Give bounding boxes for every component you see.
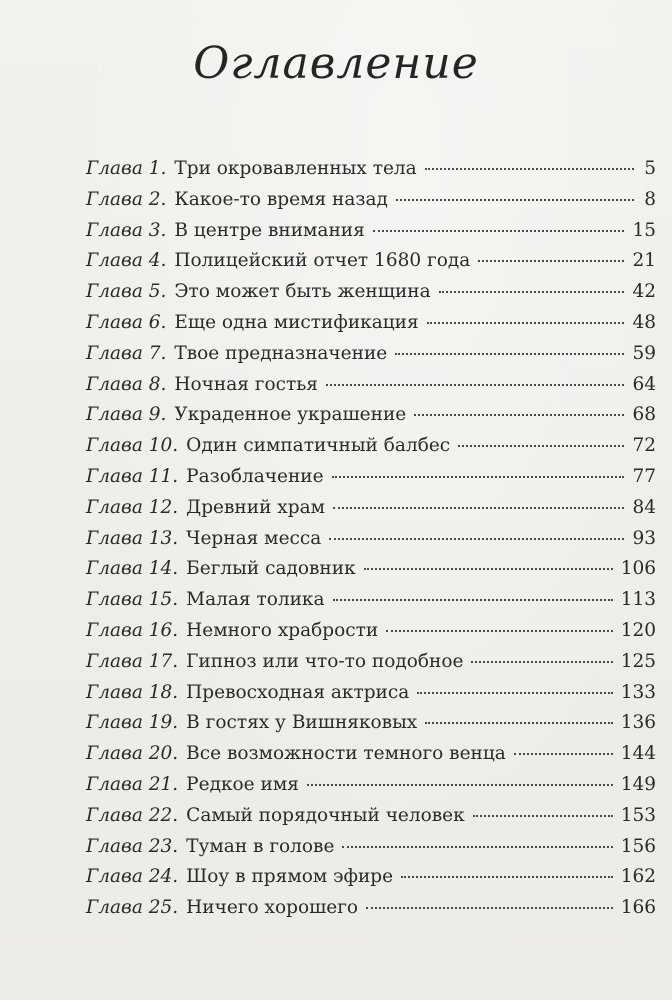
dot-leader — [366, 907, 613, 909]
toc-entry — [86, 528, 656, 559]
toc-entry — [86, 220, 656, 251]
dot-leader — [332, 476, 625, 478]
chapter-number: Глава 23. — [86, 835, 179, 857]
dot-leader — [478, 260, 624, 262]
toc-entry — [86, 374, 656, 405]
chapter-number: Глава 21. — [86, 773, 179, 795]
page-number: 15 — [632, 219, 656, 241]
page-number: 106 — [620, 558, 656, 580]
chapter-title: Туман в голове — [186, 835, 335, 857]
page-number: 113 — [620, 589, 656, 611]
chapter-number: Глава 25. — [86, 897, 179, 919]
dot-leader — [395, 353, 624, 355]
dot-leader — [396, 199, 634, 201]
page-number: 59 — [632, 342, 656, 364]
toc-entry — [86, 774, 656, 805]
toc-entry — [86, 712, 656, 743]
toc-entry — [86, 620, 656, 651]
chapter-number: Глава 10. — [86, 435, 179, 457]
page-number: 72 — [632, 435, 656, 457]
chapter-title: Малая толика — [186, 589, 325, 611]
toc-entry — [86, 404, 656, 435]
dot-leader — [342, 846, 612, 848]
page-number: 120 — [620, 619, 656, 641]
dot-leader — [458, 445, 624, 447]
chapter-number: Глава 11. — [86, 465, 179, 487]
dot-leader — [473, 815, 613, 817]
chapter-number: Глава 14. — [86, 558, 179, 580]
dot-leader — [326, 384, 624, 386]
chapter-title: Все возможности темного венца — [186, 743, 506, 765]
toc-entry — [86, 312, 656, 343]
dot-leader — [364, 568, 613, 570]
chapter-title: Редкое имя — [186, 773, 299, 795]
page-number: 166 — [620, 897, 656, 919]
toc-entry — [86, 836, 656, 867]
dot-leader — [417, 692, 612, 694]
chapter-title: Ночная гостья — [174, 373, 318, 395]
toc-entry — [86, 897, 656, 928]
page-number: 5 — [644, 158, 656, 179]
page-number: 125 — [620, 650, 656, 672]
dot-leader — [425, 722, 612, 724]
chapter-number: Глава 6. — [86, 311, 167, 333]
chapter-title: Ничего хорошего — [186, 897, 359, 919]
toc-entry — [86, 435, 656, 466]
page-number: 42 — [632, 281, 656, 303]
chapter-number: Глава 7. — [86, 342, 167, 364]
page-number: 156 — [620, 835, 656, 857]
chapter-title: Гипноз или что-то подобное — [186, 650, 464, 672]
chapter-title: Какое-то время назад — [174, 188, 388, 210]
dot-leader — [329, 538, 624, 540]
chapter-number: Глава 12. — [86, 496, 179, 518]
toc-entry — [86, 189, 656, 220]
toc-entry — [86, 558, 656, 589]
chapter-number: Глава 16. — [86, 619, 179, 641]
page-number: 84 — [632, 496, 656, 518]
chapter-number: Глава 8. — [86, 373, 167, 395]
chapter-number: Глава 9. — [86, 404, 167, 426]
page-number: 144 — [620, 743, 656, 765]
chapter-number: Глава 22. — [86, 804, 179, 826]
page-number: 64 — [632, 373, 656, 395]
dot-leader — [373, 230, 625, 232]
dot-leader — [471, 661, 612, 663]
chapter-title: Это может быть женщина — [174, 281, 431, 303]
chapter-number: Глава 15. — [86, 589, 179, 611]
chapter-title: Самый порядочный человек — [186, 804, 465, 826]
chapter-title: Один симпатичный балбес — [186, 435, 451, 457]
dot-leader — [401, 876, 613, 878]
dot-leader — [514, 753, 613, 755]
dot-leader — [307, 784, 613, 786]
chapter-title: Разоблачение — [186, 465, 324, 487]
page-number: 136 — [620, 712, 656, 734]
chapter-number: Глава 20. — [86, 743, 179, 765]
chapter-number: Глава 3. — [86, 219, 167, 241]
toc-entry — [86, 281, 656, 312]
page-number: 77 — [632, 465, 656, 487]
chapter-number: Глава 24. — [86, 866, 179, 888]
dot-leader — [386, 630, 613, 632]
chapter-title: Полицейский отчет 1680 года — [174, 250, 471, 272]
dot-leader — [425, 168, 634, 170]
toc-entry — [86, 466, 656, 497]
chapter-title: Твое предназначение — [174, 342, 388, 364]
chapter-title: В гостях у Вишняковых — [186, 712, 418, 734]
page-number: 8 — [644, 188, 656, 210]
chapter-number: Глава 19. — [86, 712, 179, 734]
page-number: 149 — [620, 773, 656, 795]
page-number: 93 — [632, 527, 656, 549]
chapter-title: Еще одна мистификация — [174, 311, 419, 333]
chapter-title: Немного храбрости — [186, 619, 379, 641]
page-number: 162 — [620, 866, 656, 888]
toc-entry — [86, 743, 656, 774]
dot-leader — [439, 291, 625, 293]
chapter-number: Глава 2. — [86, 188, 167, 210]
chapter-number: Глава 1. — [86, 158, 167, 179]
toc-entry — [86, 805, 656, 836]
chapter-title: Три окровавленных тела — [174, 158, 417, 179]
chapter-title: Украденное украшение — [174, 404, 407, 426]
page-number: 68 — [632, 404, 656, 426]
dot-leader — [333, 599, 613, 601]
chapter-title: В центре внимания — [174, 219, 365, 241]
chapter-number: Глава 17. — [86, 650, 179, 672]
dot-leader — [333, 507, 624, 509]
page-number: 48 — [632, 311, 656, 333]
toc-entry — [86, 343, 656, 374]
chapter-title: Черная месса — [186, 527, 322, 549]
chapter-title: Беглый садовник — [186, 558, 356, 580]
chapter-title: Древний храм — [186, 496, 325, 518]
page-number: 153 — [620, 804, 656, 826]
page-title: Оглавление — [193, 38, 479, 89]
chapter-title: Превосходная актриса — [186, 681, 410, 703]
page-number: 21 — [632, 250, 656, 272]
toc-entry — [86, 250, 656, 281]
chapter-number: Глава 18. — [86, 681, 179, 703]
table-of-contents — [86, 158, 656, 928]
dot-leader — [427, 322, 625, 324]
toc-entry — [86, 866, 656, 897]
toc-entry — [86, 158, 656, 189]
chapter-number: Глава 5. — [86, 281, 167, 303]
chapter-number: Глава 13. — [86, 527, 179, 549]
toc-entry — [86, 682, 656, 713]
toc-entry — [86, 497, 656, 528]
toc-entry — [86, 651, 656, 682]
dot-leader — [414, 414, 624, 416]
chapter-number: Глава 4. — [86, 250, 167, 272]
toc-entry — [86, 589, 656, 620]
page-number: 133 — [620, 681, 656, 703]
chapter-title: Шоу в прямом эфире — [186, 866, 394, 888]
